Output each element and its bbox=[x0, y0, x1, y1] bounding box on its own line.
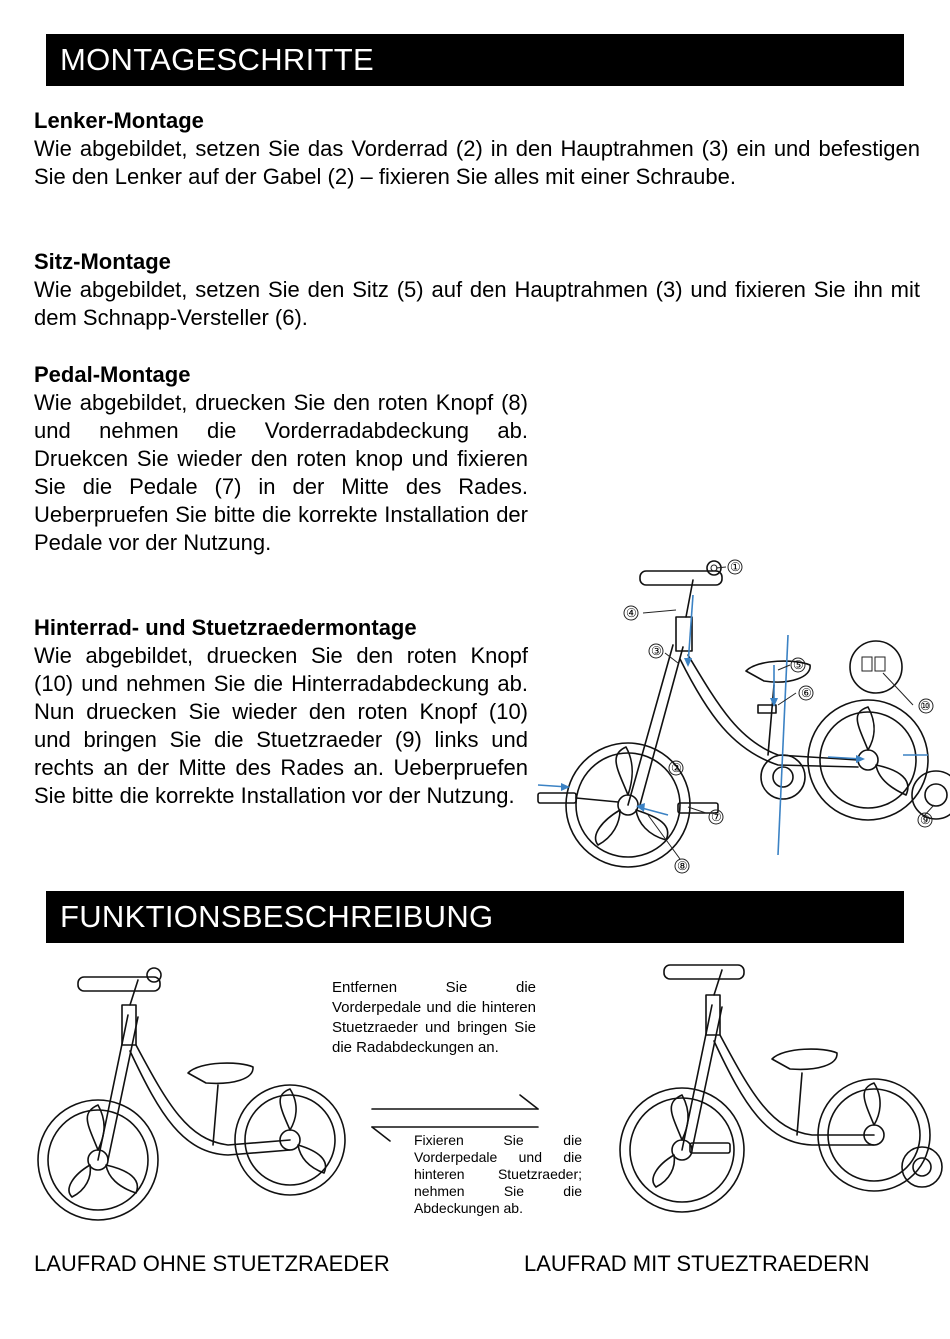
pedal-text: Wie abgebildet, druecken Sie den roten Knopf (8) und nehmen die Vorderradabdeckung ab. Druekcen Sie wieder den roten knop und fixieren Sie die Pedale (7) in der Mitte des Rades. Ueberpruefen Sie bitte die korrekte Installation der Pedale vor der Nutzung. bbox=[34, 390, 528, 555]
label-5: ⑤ bbox=[793, 658, 804, 672]
hinterrad-text: Wie abgebildet, druecken Sie den roten Knopf (10) und nehmen Sie die Hinterradabdeckung ab. Nun druecken Sie wieder den roten Knopf (10) und bringen Sie die Stuetzraeder (9) links und rechts an der Mitte des Rades an. Ueberpruefen Sie bitte die korrekte Installation vor der Nutzung. bbox=[34, 643, 528, 808]
label-6: ⑥ bbox=[801, 686, 812, 700]
pedal-heading: Pedal-Montage bbox=[34, 362, 191, 387]
label-2: ② bbox=[671, 761, 682, 775]
assembly-diagram bbox=[528, 555, 948, 880]
section-title-montage: MONTAGESCHRITTE bbox=[46, 34, 904, 86]
training-wheel-bike-illustration bbox=[612, 955, 947, 1225]
section-title-funktion: FUNKTIONSBESCHREIBUNG bbox=[46, 891, 904, 943]
label-10: ⑩ bbox=[920, 699, 931, 713]
sitz-text: Wie abgebildet, setzen Sie den Sitz (5) auf den Hauptrahmen (3) und fixieren Sie ihn mit dem Schnapp-Versteller (6). bbox=[34, 277, 920, 330]
label-1: ① bbox=[730, 560, 741, 574]
label-9: ⑨ bbox=[920, 813, 931, 827]
label-7: ⑦ bbox=[711, 810, 722, 824]
label-8: ⑧ bbox=[677, 859, 688, 873]
remove-instructions: Entfernen Sie die Vorderpedale und die hinteren Stuetzraeder und bringen Sie die Radabdeckungen an. bbox=[332, 979, 536, 1056]
label-4: ④ bbox=[626, 606, 637, 620]
sitz-heading: Sitz-Montage bbox=[34, 249, 171, 274]
label-3: ③ bbox=[651, 644, 662, 658]
balance-bike-illustration bbox=[28, 965, 348, 1225]
hinterrad-heading: Hinterrad- und Stuetzraedermontage bbox=[34, 615, 417, 640]
lenker-text: Wie abgebildet, setzen Sie das Vorderrad (2) in den Hauptrahmen (3) ein und befestigen Sie den Lenker auf der Gabel (2) – fixieren Sie alles mit einer Schraube. bbox=[34, 136, 920, 189]
caption-with-training-wheels: LAUFRAD MIT STUEZTRAEDERN bbox=[524, 1251, 870, 1276]
caption-without-training-wheels: LAUFRAD OHNE STUETZRAEDER bbox=[34, 1251, 390, 1276]
lenker-heading: Lenker-Montage bbox=[34, 108, 204, 133]
attach-instructions: Fixieren Sie die Vorderpedale und die hinteren Stuetzraeder; nehmen Sie die Abdeckungen ab. bbox=[414, 1132, 582, 1216]
